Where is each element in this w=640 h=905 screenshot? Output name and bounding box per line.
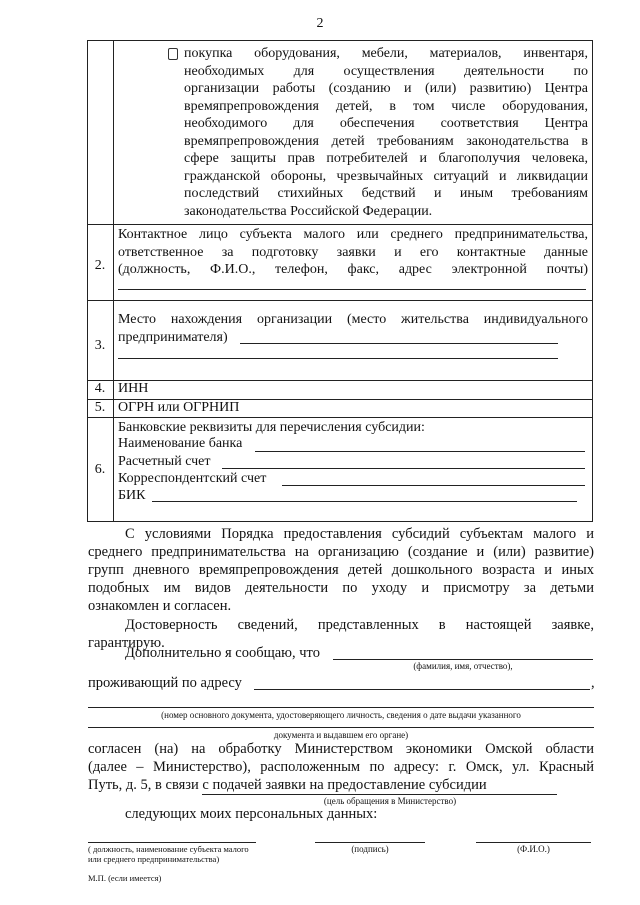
purpose-value[interactable]: с подачей заявки на предоставление субсидии <box>202 776 556 795</box>
bik-input-line[interactable] <box>152 501 577 502</box>
contact-person-label: Контактное лицо субъекта малого или среднего предпринимательства, ответственное за подготовку заявки и его контактные данные (должность, Ф.И.О., телефон, факс, адрес электронной почты) <box>118 227 588 277</box>
checkbox-icon[interactable] <box>168 48 178 60</box>
account-input-line[interactable] <box>222 468 585 469</box>
consent-paragraph: С условиями Порядка предоставления субсидий субъектам малого и среднего предпринимательства на организацию (создание и (или) развитие) групп дневного времяпрепровождения детей дошкольного возраста и иных подобных им видов деятельности по уходу и присмотру за детьми ознакомлен и согласен. <box>88 526 594 614</box>
position-input-line[interactable] <box>88 842 256 843</box>
document-input-line[interactable] <box>88 707 594 708</box>
bank-name-label: Наименование банка <box>118 436 243 451</box>
table-column-divider <box>113 40 114 522</box>
purpose-prefix: Путь, д. 5, в связи <box>88 777 203 793</box>
position-caption-1: ( должность, наименование субъекта малого <box>88 844 249 854</box>
purchase-equipment-item: покупка оборудования, мебели, материалов, инвентаря, необходимых для осуществления деятельности по организации работы (созданию и (или) развитию) Центра времяпрепровождения детей, в том числе оборудования, необходимого для обеспечения соответствия Центра времяпрепровождения детей требованиям законодательства в сфере защиты прав потребителей и благополучия человека, гражданской обороны, чрезвычайных ситуаций и ликвидации последствий стихийных бедствий и иным требованиям законодательства Российской Федерации. <box>168 45 588 220</box>
document-input-line-2[interactable] <box>88 727 594 728</box>
inn-label: ИНН <box>118 381 149 396</box>
corr-account-label: Корреспондентский счет <box>118 471 267 486</box>
page-number: 2 <box>316 16 324 31</box>
personal-data-label: следующих моих персональных данных: <box>125 806 378 822</box>
address-input-line[interactable] <box>254 689 590 690</box>
location-input-line[interactable] <box>240 343 558 344</box>
agreement-paragraph: согласен (на) на обработку Министерством экономики Омской области (далее – Министерство), расположенным по адресу: г. Омск, ул. Красный Путь, д. 5, в связи с подачей заявки на предоставление субсидии <box>88 741 594 793</box>
location-input-line-2[interactable] <box>118 358 558 359</box>
corr-account-input-line[interactable] <box>282 485 585 486</box>
residing-label: проживающий по адресу <box>88 675 242 691</box>
guarantee-paragraph: Достоверность сведений, представленных в настоящей заявке, гарантирую. <box>88 617 594 651</box>
row-number: 3. <box>94 338 106 353</box>
table-row-divider <box>87 380 593 381</box>
location-label: Место нахождения организации (место жительства индивидуального предпринимателя) <box>118 312 588 345</box>
signature-input-line[interactable] <box>315 842 425 843</box>
document-caption-1: (номер основного документа, удостоверяющего личность, сведения о дате выдачи указанного <box>161 710 521 720</box>
stamp-label: М.П. (если имеется) <box>88 873 162 883</box>
row-number: 5. <box>94 400 106 415</box>
signer-fio-caption: (Ф.И.О.) <box>517 844 550 854</box>
comma: , <box>591 675 595 691</box>
row-number: 4. <box>94 381 106 396</box>
bank-name-input-line[interactable] <box>255 451 585 452</box>
row-number: 2. <box>94 258 106 273</box>
position-caption-2: или среднего предпринимательства) <box>88 854 220 864</box>
bik-label: БИК <box>118 488 146 503</box>
purpose-caption: (цель обращения в Министерство) <box>323 796 457 806</box>
table-row-divider <box>87 417 593 418</box>
signature-caption: (подпись) <box>351 844 389 854</box>
additional-info-label: Дополнительно я сообщаю, что <box>125 645 320 661</box>
document-caption-2: документа и выдавшем его органе) <box>273 730 409 740</box>
bank-details-heading: Банковские реквизиты для перечисления субсидии: <box>118 420 425 435</box>
fio-caption: (фамилия, имя, отчество), <box>413 661 513 671</box>
account-label: Расчетный счет <box>118 454 211 469</box>
table-row-divider <box>87 224 593 225</box>
fio-input-line[interactable] <box>333 659 593 660</box>
row-number: 6. <box>94 462 106 477</box>
contact-person-input-line[interactable] <box>118 289 586 290</box>
signer-fio-input-line[interactable] <box>476 842 591 843</box>
table-row-divider <box>87 300 593 301</box>
ogrn-label: ОГРН или ОГРНИП <box>118 400 240 415</box>
